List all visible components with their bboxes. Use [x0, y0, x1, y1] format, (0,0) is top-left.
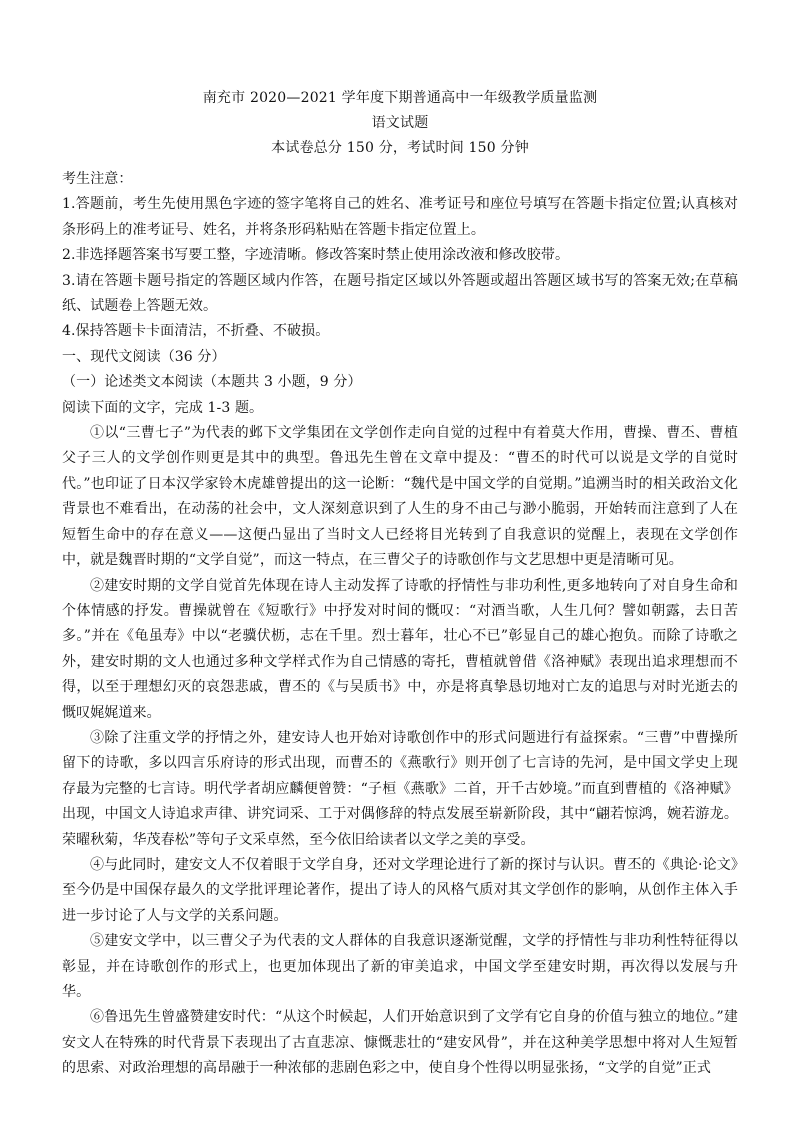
passage-paragraph-4: ④与此同时，建安文人不仅着眼于文学自身，还对文学理论进行了新的探讨与认识。曹丕的《典论·论文》至今仍是中国保存最久的文学批评理论著作，提出了诗人的风格气质对其文学创作的影响，从创作主体入手进一步讨论了人与文学的关系问题。	[62, 856, 738, 924]
section-title: 一、现代文阅读（36 分）	[62, 348, 226, 365]
exam-title: 南充市 2020—2021 学年度下期普通高中一年级教学质量监测	[202, 90, 598, 106]
subsection-title: （一）论述类文本阅读（本题共 3 小题，9 分）	[62, 374, 362, 391]
passage-paragraph-5: ⑤建安文学中，以三曹父子为代表的文人群体的自我意识逐渐觉醒，文学的抒情性与非功利性特征得以彰显，并在诗歌创作的形式上，也更加体现出了新的审美追求，中国文学至建安时期，再次得以发展与升华。	[62, 933, 738, 1000]
subject-title: 语文试题	[371, 115, 429, 131]
notice-item-3: 3.请在答题卡题号指定的答题区域内作答，在题号指定区域以外答题或超出答题区域书写的答案无效;在草稿纸、试题卷上答题无效。	[62, 272, 738, 315]
passage-paragraph-1: ①以“三曹七子”为代表的邺下文学集团在文学创作走向自觉的过程中有着莫大作用，曹操、曹丕、曹植父子三人的文学创作则更是其中的典型。鲁迅先生曾在文章中提及：“曹丕的时代可以说是文学的自觉时代。”也印证了日本汉学家铃木虎雄曾提出的这一论断：“魏代是中国文学的自觉期。”追溯当时的相关政治文化背景也不难看出，在动荡的社会中，文人深刻意识到了人生的身不由己与渺小脆弱，开始转而注意到了人在短暂生命中的存在意义——这便凸显出了当时文人已经将目光转到了自我意识的觉醒上，表现在文学创作中，就是魏晋时期的“文学自觉”，而这一特点，在三曹父子的诗歌创作与文艺思想中更是清晰可见。	[62, 425, 738, 569]
reading-section	[62, 345, 738, 1082]
reading-instruction: 阅读下面的文字，完成 1-3 题。	[62, 399, 264, 416]
notice-heading: 考生注意：	[62, 171, 133, 187]
passage-paragraph-3: ③除了注重文学的抒情之外，建安诗人也开始对诗歌创作中的形式问题进行有益探索。“三曹”中曹操所留下的诗歌，多以四言乐府诗的形式出现，而曹丕的《燕歌行》则开创了七言诗的先河，是中国文学史上现存最为完整的七言诗。明代学者胡应麟便曾赞：“子桓《燕歌》二首，开千古妙境。”而直到曹植的《洛神赋》出现，中国文人诗追求声律、讲究词采、工于对偶修辞的特点发展至崭新阶段，其中“翩若惊鸿，婉若游龙。荣曜秋菊，华茂春松”等句子文采卓然，至今依旧给读者以文学之美的享受。	[62, 729, 738, 848]
exam-page	[62, 86, 738, 1082]
passage-paragraph-2: ②建安时期的文学自觉首先体现在诗人主动发挥了诗歌的抒情性与非功利性,更多地转向了对自身生命和个体情感的抒发。曹操就曾在《短歌行》中抒发对时间的慨叹：“对酒当歌，人生几何？譬如朝露，去日苦多。”并在《龟虽寿》中以“老骥伏枥，志在千里。烈士暮年，壮心不已”彰显自己的雄心抱负。而除了诗歌之外，建安时期的文人也通过多种文学样式作为自己情感的寄托，曹植就曾借《洛神赋》表现出追求理想而不得，以至于理想幻灭的哀怨悲戚，曹丕的《与吴质书》中，亦是将真挚恳切地对亡友的追思与对时光逝去的慨叹娓娓道来。	[62, 577, 738, 721]
notice-block	[62, 167, 738, 345]
notice-item-1: 1.答题前，考生先使用黑色字迹的签字笔将自己的姓名、准考证号和座位号填写在答题卡指定位置;认真核对条形码上的准考证号、姓名，并将条形码粘贴在答题卡指定位置上。	[62, 196, 738, 238]
passage-paragraph-6: ⑥鲁迅先生曾盛赞建安时代：“从这个时候起，人们开始意识到了文学有它自身的价值与独立的地位。”建安文人在特殊的时代背景下表现出了古直悲凉、慷慨悲壮的“建安风骨”，并在这种美学思想中将对人生短暂的思索、对政治理想的高昂融于一种浓郁的悲剧色彩之中，使自身个性得以明显张扬，“文学的自觉”正式	[62, 1009, 738, 1077]
notice-item-2: 2.非选择题答案书写要工整，字迹清晰。修改答案时禁止使用涂改液和修改胶带。	[62, 247, 570, 264]
notice-item-4: 4.保持答题卡卡面清洁，不折叠、不破损。	[62, 323, 330, 340]
score-time-info: 本试卷总分 150 分，考试时间 150 分钟	[271, 140, 529, 156]
exam-header	[62, 86, 738, 161]
